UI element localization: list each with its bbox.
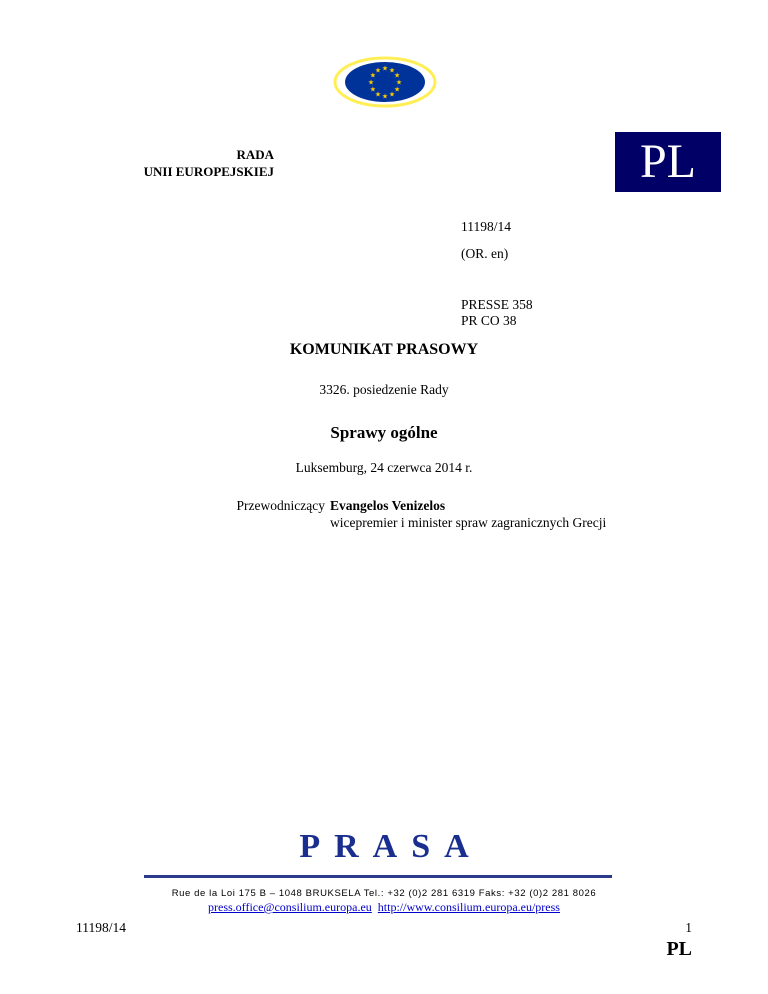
document-number: 11198/14 <box>461 219 511 234</box>
council-line-2: UNII EUROPEJSKIEJ <box>143 164 274 179</box>
emblem-star: ★ <box>388 66 396 75</box>
emblem-star: ★ <box>388 90 396 99</box>
press-banner: PRASA <box>299 828 483 865</box>
eu-emblem-logo <box>333 56 437 108</box>
chair-name: Evangelos Venizelos <box>330 498 446 513</box>
press-website-link[interactable]: http://www.consilium.europa.eu/press <box>377 900 560 914</box>
emblem-star: ★ <box>381 92 389 101</box>
emblem-star: ★ <box>369 85 377 94</box>
page-title: KOMUNIKAT PRASOWY <box>289 341 479 358</box>
prco-number: PR CO 38 <box>461 313 517 328</box>
footer-document-number: 11198/14 <box>76 920 126 935</box>
meeting-number: 3326. posiedzenie Rady <box>319 382 449 397</box>
emblem-star: ★ <box>395 78 403 87</box>
emblem-star: ★ <box>393 71 401 80</box>
place-date: Luksemburg, 24 czerwca 2014 r. <box>295 460 473 475</box>
footer-language: PL <box>666 938 692 960</box>
original-language: (OR. en) <box>461 246 509 261</box>
emblem-star: ★ <box>367 78 375 87</box>
press-email-link[interactable]: press.office@consilium.europa.eu <box>208 900 372 914</box>
chair-label: Przewodniczący <box>236 498 325 513</box>
footer-page-number: 1 <box>685 920 692 935</box>
emblem-star: ★ <box>393 85 401 94</box>
chair-role: wicepremier i minister spraw zagranicznych Grecji <box>330 515 607 530</box>
meeting-subject: Sprawy ogólne <box>330 423 438 442</box>
council-line-1: RADA <box>236 147 274 162</box>
emblem-star: ★ <box>381 64 389 73</box>
council-name <box>144 146 274 180</box>
press-address: Rue de la Loi 175 B – 1048 BRUKSELA Tel.: +32 (0)2 281 6319 Faks: +32 (0)2 281 8026 <box>171 888 597 899</box>
press-divider <box>144 875 612 878</box>
presse-number: PRESSE 358 <box>461 297 533 312</box>
press-links <box>0 900 768 915</box>
emblem-star: ★ <box>374 66 382 75</box>
emblem-star: ★ <box>369 71 377 80</box>
emblem-star: ★ <box>374 90 382 99</box>
language-badge: PL <box>615 132 721 192</box>
